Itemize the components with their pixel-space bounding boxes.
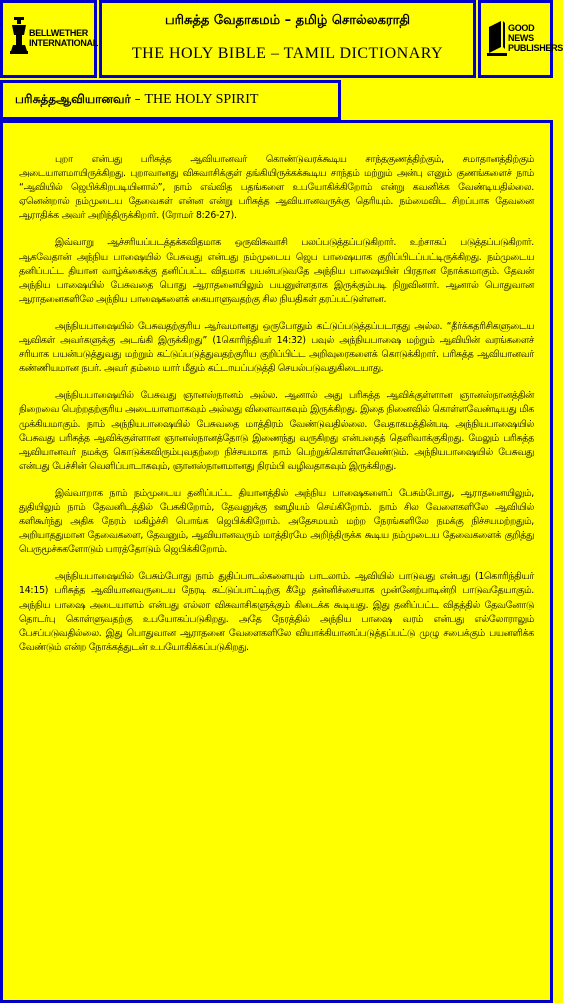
paragraph: அந்நியபாஷையில் பேசுவது ஞானஸ்நானம் அல்ல. ஆனால் அது பரிசுத்த ஆவிக்குள்ளான ஞானஸ்நானத்தின் நிறைவை பெற்றதற்குரிய அடையாளமாகவும் அல்லது விளைவாகவும் இருக்கிறது. இதை நினைவில் கொள்ளவேண்டியது மிக முக்கியமாகும். நாம் அந்நியபாஷையில் பேசுவதை மாத்திரம் வேண்டுவதில்லை. வேதாகமத்தின்படி அந்நியபாஷையில் பேசுவது பரிசுத்த ஆவிக்குள்ளான ஞானஸ்நானத்தோடு இணைந்து வருகிறது என்பதைத் தெளிவாக்குகிறது. மேலும் பரிசுத்த ஆவியானவர் நமக்கு கொடுக்கவிரும்புவதற்றை நிச்சயமாக நாம் பெற்றுக்கொள்ளவேண்டும். அந்நியபாஷையில் பேசுவது என்பது பேச்சின் வெளிப்பாடாகவும், ஞானஸ்நானமானது நிரம்பி வழிவதாகவும் இருக்கிறது.: [19, 390, 534, 472]
good-news-logo: [478, 0, 563, 78]
header-title-box: [99, 0, 476, 78]
good-news-logo-text: GOOD NEWS PUBLISHERS: [508, 23, 563, 53]
bellwether-logo-text: BELLWETHER INTERNATIONAL: [29, 28, 98, 48]
title-tamil: பரிசுத்த வேதாகமம் – தமிழ் சொல்லகராதி: [164, 13, 411, 28]
article-body: [0, 120, 553, 1003]
section-title: [15, 92, 258, 108]
section-title-tamil: பரிசுத்தஆவியானவர்: [15, 92, 131, 106]
paragraph: இவ்வாறு ஆச்சரியப்படத்தக்கவிதமாக ஒருவிசுவாசி பலப்படுத்தப்படுகிறார். உற்சாகப் படுத்தப்படுகிறார். ஆகவேதான் அந்நிய பாஷையில் பேசுவது என்பது நம்முடைய ஜெப பாஷையாக குறிப்பிடப்பட்டிருக்கிறது. நம்முடைய தனிப்பட்ட தியான வாழ்க்கைக்கு தனிப்பட்ட விதமாக பயன்படுவதே அந்நிய பாஷையின் பிரதான நோக்கமாகும். தேவன் அந்நிய பாஷையில் பேசுவதை பொது ஆராதனையிலும் பயனுள்ளதாக இருக்கும்படி நிறுவினார். ஆனால் பொதுவான ஆராதனைகளிலே அந்நிய பாஷைகளைக் கையாளுவதற்கு சில நியதிகள் தரப்பட்டுள்ளன.: [19, 237, 534, 305]
paragraph: இவ்வாறாக நாம் நம்முடைய தனிப்பட்ட தியானத்தில் அந்நிய பாஷைகளைப் பேசும்போது, ஆராதனையிலும், துதியிலும் நாம் தேவனிடத்தில் பேசுகிறோம், தேவனுக்கு ஊழியம் செய்கிறோம். நாம் சில வேளைகளிலே ஆவியில் களிகூர்ந்து அதிக நேரம் மகிழ்ச்சி பொங்க ஜெபிக்கிறோம். அதேசமயம் மற்ற நேரங்களிலே நமக்கு நிச்சயமற்றதும், அறியாததுமான தேவைகளை, தேவனும், ஆவியானவரும் மாத்திரமே அறிந்திருக்க கூடிய நம்முடைய தேவைகளைக் குறித்து பெருமூச்சுகளோடும் பாரத்தோடும் ஜெபிக்கிறோம்.: [19, 487, 534, 556]
title-english: THE HOLY BIBLE – TAMIL DICTIONARY: [131, 45, 444, 62]
paragraph: அந்நியபாஷையில் பேசும்போது நாம் துதிப்பாடல்களையும் பாடலாம். ஆவியில் பாடுவது என்பது (1கொரிந்தியர் 14:15) பரிசுத்த ஆவியானவருடைய நேரடி கட்டுப்பாட்டிற்கு கீழே தன்னிச்சையாக முன்னேற்பாடின்றி பாடுவதேயாகும். அந்நிய பாஷை அடையாளம் என்பது எல்லா விசுவாசிகளுக்கும் கிடைக்க கூடியது. இது தனிப்பட்ட விதத்தில் தேவனோடு தொடர்பு கொள்ளுவதற்கு உபயோகப்படுகிறது. அதே நேரத்தில் அந்நிய பாஷை வரம் என்பது எல்லோராலும் பேசப்படுவதில்லை. இது பொதுவான ஆராதனை வேளைகளிலே வியாக்கியானப்படுத்தப்பட்டு முழு சபைக்கும் பயனளிக்க வேண்டும் என்ற நோக்கத்துடன் உபயோகிக்கப்படுகிறது.: [19, 571, 534, 653]
article-content: [19, 153, 534, 668]
section-title-separator: –: [130, 92, 145, 106]
section-title-english: THE HOLY SPIRIT: [144, 92, 259, 107]
paragraph: புறா என்பது பரிசுத்த ஆவியானவர் கொண்டுவரக்கூடிய சாந்தகுணத்திற்கும், சமாதானத்திற்கும் அடையாளமாயிருக்கிறது. புறாவானது விசுவாசிக்குள் தங்கியிருக்கக்கூடிய சாந்தம் மற்றும் அன்பு எனும் குணங்களைச் நாம் “ஆவியில் ஜெபிக்கிறபடியினால்”, நாம் எவ்வித பதங்களை உபயோகிக்கிறோம் என்று கவனிக்க வேண்டியதில்லை. ஏனென்றால் நம்முடைய தேவைகள் என்ன என்று பரிசுத்த ஆவியானவருக்கு தெரியும். நம்மைவிட சிறப்பாக தேவனை ஆராதிக்க அவர் அறிந்திருக்கிறார். (ரோமர் 8:26-27).: [19, 154, 534, 222]
bellwether-logo: [0, 0, 97, 78]
paragraph: அந்நியபாஷையில் பேசுவதற்குரிய ஆர்வமானது ஒருபோதும் கட்டுப்படுத்தப்படாதது அல்ல. “தீர்க்கதரிசிகளுடைய ஆவிகள் அவர்களுக்கு அடங்கி இருக்கிறது” (1கொரிந்தியர் 14:32) பவுல் அந்நியபாஷை மற்றும் ஆவியின் வரங்களைச் சரியாக பயன்படுத்துவது மற்றும் கட்டுப்படுத்துவதற்குரிய குறிப்பிட்ட அறிவுரைகளைக் கொடுக்கிறார். பரிசுத்த ஆவியானவர் கண்ணியமான நபர். அவர் தம்மை யார் மீதும் கட்டாயப்படுத்தி செயல்படுவதுகிடையாது.: [19, 320, 534, 375]
section-header: [0, 80, 341, 120]
